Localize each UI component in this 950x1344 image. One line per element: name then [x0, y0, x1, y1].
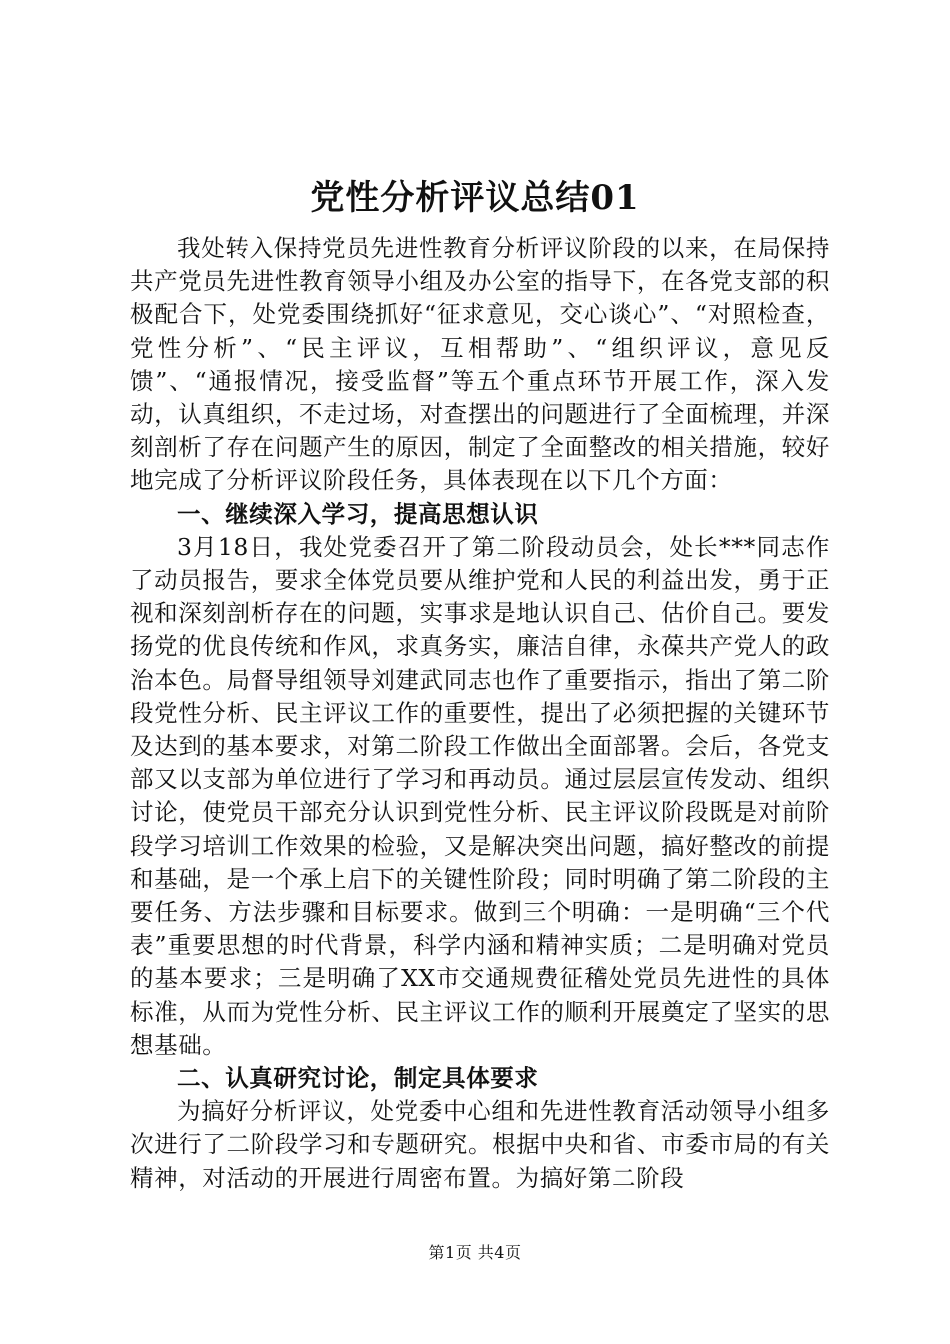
body-paragraph: 3月18日，我处党委召开了第二阶段动员会，处长***同志作了动员报告，要求全体党员要从维护党和人民的利益出发，勇于正视和深刻剖析存在的问题，实事求是地认识自己、估价自己。要发扬党的优良传统和作风，求真务实，廉洁自律，永葆共产党人的政治本色。局督导组领导刘建武同志也作了重要指示，指出了第二阶段党性分析、民主评议工作的重要性，提出了必须把握的关键环节及达到的基本要求，对第二阶段工作做出全面部署。会后，各党支部又以支部为单位进行了学习和再动员。通过层层宣传发动、组织讨论，使党员干部充分认识到党性分析、民主评议阶段既是对前阶段学习培训工作效果的检验，又是解决突出问题，搞好整改的前提和基础，是一个承上启下的关键性阶段；同时明确了第二阶段的主要任务、方法步骤和目标要求。做到三个明确：一是明确“三个代表”重要思想的时代背景，科学内涵和精神实质；二是明确对党员的基本要求；三是明确了XX市交通规费征稽处党员先进性的具体标准，从而为党性分析、民主评议工作的顺利开展奠定了坚实的思想基础。: [130, 532, 830, 1059]
page-number-footer: 第1页 共4页: [428, 1243, 522, 1262]
document-body: [130, 232, 830, 1195]
body-paragraph: 我处转入保持党员先进性教育分析评议阶段的以来，在局保持共产党员先进性教育领导小组及办公室的指导下，在各党支部的积极配合下，处党委围绕抓好“征求意见，交心谈心”、“对照检查，党性分析”、“民主评议，互相帮助”、“组织评议，意见反馈”、“通报情况，接受监督”等五个重点环节开展工作，深入发动，认真组织，不走过场，对查摆出的问题进行了全面梳理，并深刻剖析了存在问题产生的原因，制定了全面整改的相关措施，较好地完成了分析评议阶段任务，具体表现在以下几个方面：: [130, 234, 830, 495]
document-title: 党性分析评议总结01: [310, 178, 640, 218]
section-heading: 一、继续深入学习，提高思想认识: [177, 499, 539, 528]
body-paragraph: 为搞好分析评议，处党委中心组和先进性教育活动领导小组多次进行了二阶段学习和专题研究。根据中央和省、市委市局的有关精神，对活动的开展进行周密布置。为搞好第二阶段: [130, 1097, 830, 1192]
section-heading: 二、认真研究讨论，制定具体要求: [177, 1064, 539, 1093]
